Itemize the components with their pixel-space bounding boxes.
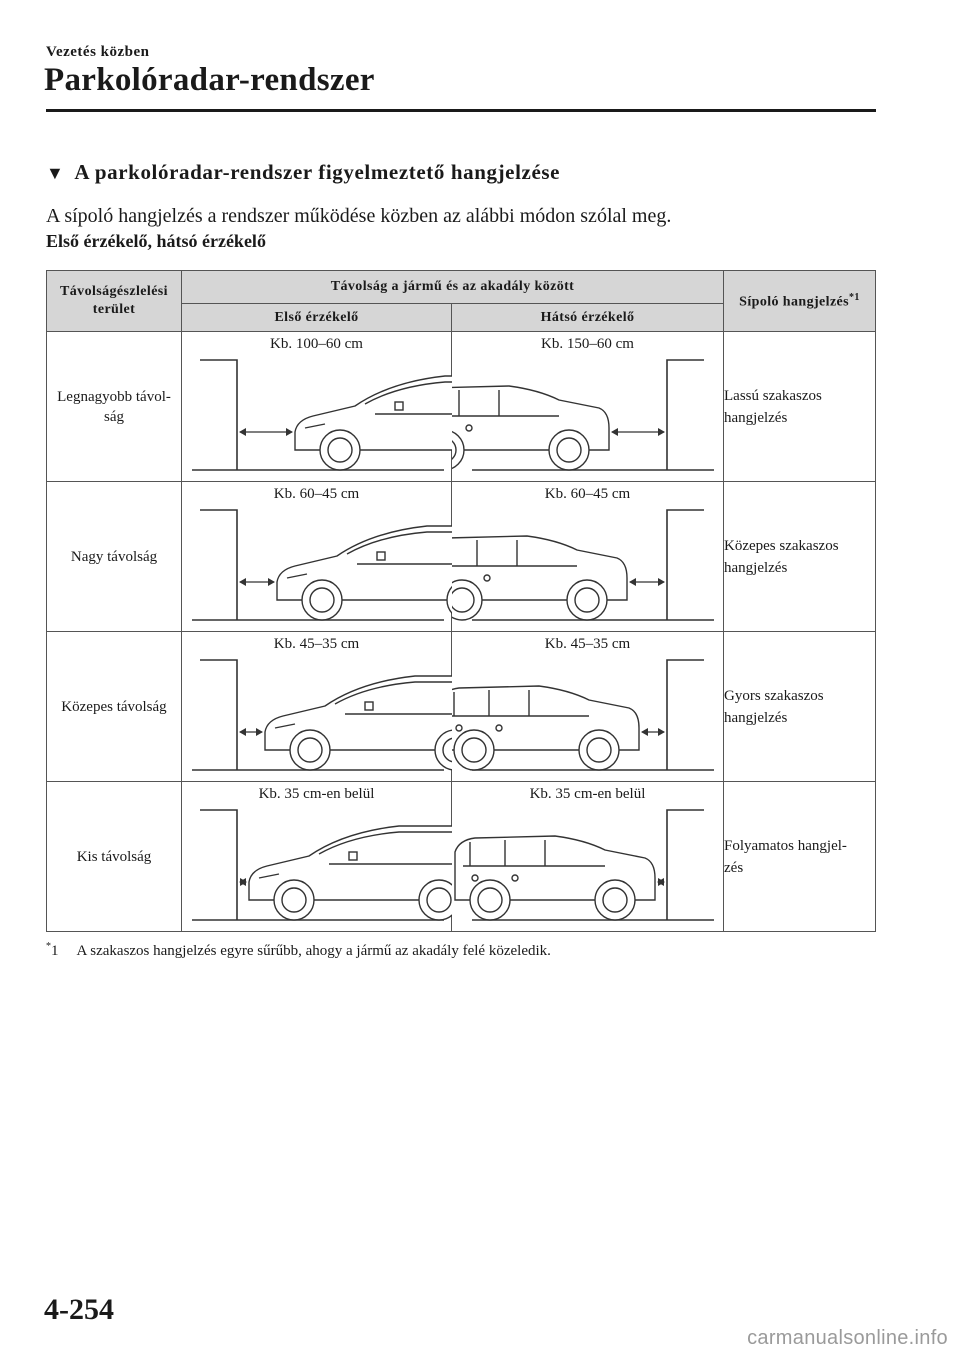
rear-sensor-cell (452, 332, 724, 482)
warning-sound-text-cont: hangjelzés (724, 559, 788, 576)
warning-sound-text-cont: hangjelzés (724, 709, 788, 726)
rear-sensor-diagram (452, 782, 724, 931)
header-detection-area (47, 271, 182, 332)
rear-distance-label: Kb. 60–45 cm (544, 486, 631, 502)
page-title: Parkolóradar-rendszer (44, 62, 375, 98)
front-distance-label: Kb. 100–60 cm (270, 336, 363, 352)
table-row (47, 632, 876, 782)
rear-sensor-cell (452, 632, 724, 782)
rear-sensor-diagram (452, 332, 724, 481)
warning-sound-text-cont: zés (724, 859, 744, 876)
table-row (47, 782, 876, 932)
header-warning-sound (724, 271, 876, 332)
warning-sound-table (46, 270, 876, 932)
header-distance: Távolság a jármű és az akadály között (182, 271, 724, 304)
title-divider (46, 109, 876, 112)
rear-sensor-diagram (452, 632, 724, 781)
front-sensor-cell (182, 482, 452, 632)
subheading-text: A parkolóradar-rendszer figyelmeztető hangjelzése (74, 160, 561, 184)
header-detection-area-line2: terület (92, 302, 136, 317)
warning-sound-text: Közepes szakaszos (724, 537, 839, 554)
front-sensor-diagram (182, 782, 452, 931)
warning-sound-text: Gyors szakaszos (724, 687, 824, 704)
front-sensor-diagram (182, 332, 452, 481)
rear-sensor-cell (452, 482, 724, 632)
detection-area-cell (47, 332, 182, 482)
sensor-heading: Első érzékelő, hátsó érzékelő (46, 231, 266, 251)
header-footnote-ref: *1 (849, 291, 860, 303)
warning-sound-cell (724, 482, 876, 632)
detection-area-cell (47, 482, 182, 632)
rear-sensor-diagram (452, 482, 724, 631)
header-front-sensor: Első érzékelő (182, 304, 452, 332)
header-detection-area-line1: Távolságészlelési (60, 284, 168, 299)
warning-sound-text-cont: hangjelzés (724, 409, 788, 426)
warning-sound-cell (724, 632, 876, 782)
table-row (47, 332, 876, 482)
rear-sensor-cell (452, 782, 724, 932)
triangle-down-icon: ▼ (46, 163, 65, 183)
detection-area-text: Nagy távolság (70, 548, 158, 565)
front-distance-label: Kb. 45–35 cm (273, 636, 360, 652)
table-row (47, 482, 876, 632)
front-sensor-cell (182, 782, 452, 932)
page-number: 4-254 (44, 1293, 114, 1326)
subheading (46, 160, 560, 185)
footnote-text: A szakaszos hangjelzés egyre sűrűbb, ahogy a jármű az akadály felé közeledik. (76, 943, 551, 959)
section-label: Vezetés közben (46, 44, 150, 60)
detection-area-cell (47, 782, 182, 932)
watermark: carmanualsonline.info (747, 1327, 948, 1349)
warning-sound-text: Folyamatos hangjel- (724, 837, 847, 854)
warning-sound-text: Lassú szakaszos (724, 387, 822, 404)
footnote-number: 1 (51, 943, 59, 959)
header-warning-sound-label: Sípoló hangjelzés (739, 294, 850, 310)
rear-distance-label: Kb. 35 cm-en belül (529, 786, 646, 802)
front-sensor-cell (182, 632, 452, 782)
rear-distance-label: Kb. 150–60 cm (541, 336, 634, 352)
warning-sound-cell (724, 782, 876, 932)
header-rear-sensor: Hátsó érzékelő (452, 304, 724, 332)
intro-paragraph: A sípoló hangjelzés a rendszer működése közben az alábbi módon szólal meg. (46, 205, 672, 227)
detection-area-text: Kis távolság (76, 848, 152, 865)
front-distance-label: Kb. 35 cm-en belül (258, 786, 375, 802)
rear-distance-label: Kb. 45–35 cm (544, 636, 631, 652)
detection-area-text-cont: ság (104, 408, 124, 425)
warning-sound-cell (724, 332, 876, 482)
front-sensor-diagram (182, 482, 452, 631)
front-sensor-diagram (182, 632, 452, 781)
front-sensor-cell (182, 332, 452, 482)
detection-area-cell (47, 632, 182, 782)
front-distance-label: Kb. 60–45 cm (273, 486, 360, 502)
footnote (46, 941, 551, 960)
detection-area-text: Közepes távolság (61, 698, 167, 715)
footnote-marker: * (46, 941, 51, 952)
detection-area-text: Legnagyobb távol- (57, 388, 171, 405)
